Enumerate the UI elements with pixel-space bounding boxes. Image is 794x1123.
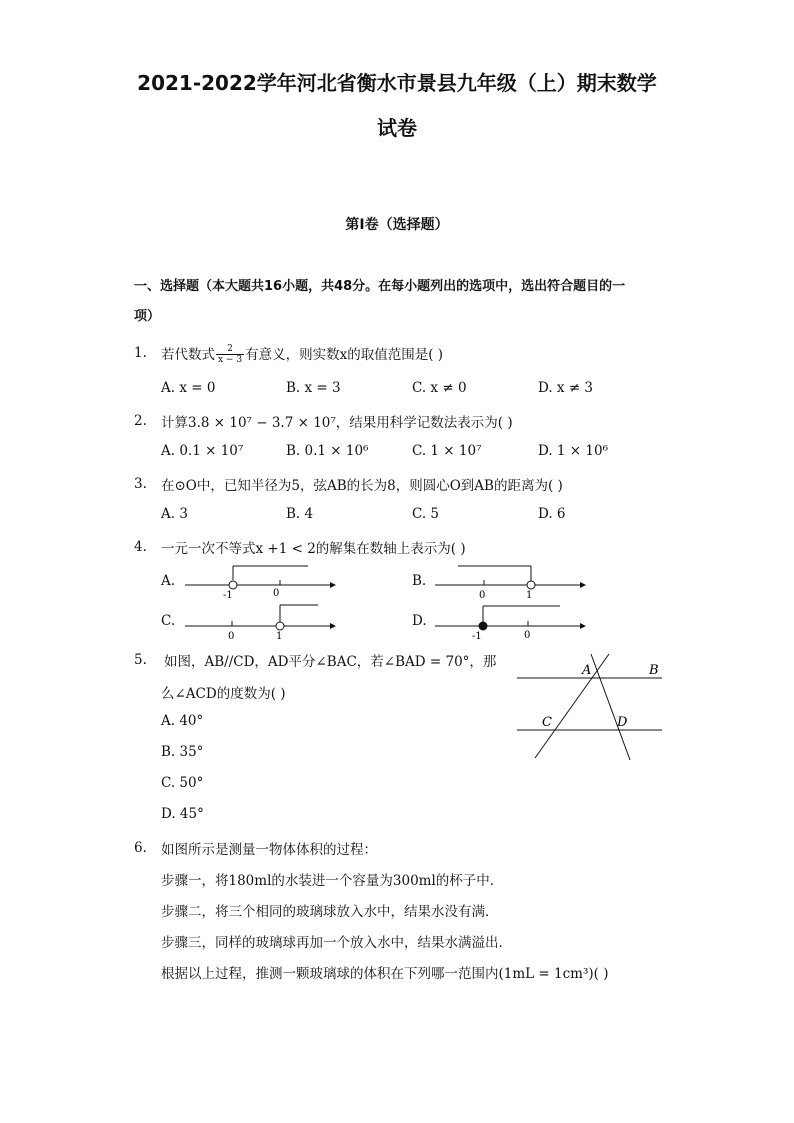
option-d[interactable]: D. 1 × 10⁶ — [538, 443, 608, 459]
question-number: 1. — [134, 345, 147, 361]
part-title: 第Ⅰ卷（选择题） — [345, 217, 449, 233]
number-line-b — [430, 560, 595, 602]
label-b: B — [649, 663, 659, 678]
fraction-numerator: 2 — [216, 344, 244, 355]
stem-post: 有意义，则实数x的取值范围是( ) — [245, 347, 444, 363]
option-a[interactable]: A. 0.1 × 10⁷ — [161, 443, 244, 459]
question-stem-line1: 如图，AB//CD，AD平分∠BAC，若∠BAD = 70°，那 — [164, 654, 497, 670]
option-b[interactable]: B. 35° — [161, 744, 204, 760]
open-dot — [229, 581, 237, 589]
fraction-denominator: x − 3 — [218, 355, 243, 365]
question-stem-line2: 么∠ACD的度数为( ) — [161, 686, 286, 702]
option-b[interactable]: B. 0.1 × 10⁶ — [286, 443, 369, 459]
number-line-a — [180, 560, 340, 602]
tick-label-neg1: -1 — [223, 590, 233, 601]
question-number: 3. — [134, 476, 147, 492]
step-conclusion: 根据以上过程，推测一颗玻璃球的体积在下列哪一范围内(1mL = 1cm³)( ) — [161, 966, 609, 982]
option-c[interactable]: C. — [161, 613, 176, 629]
option-a[interactable]: A. 40° — [161, 713, 204, 729]
question-stem: 计算3.8 × 10⁷ − 3.7 × 10⁷，结果用科学记数法表示为( ) — [161, 415, 513, 431]
line-ac — [535, 654, 609, 758]
question-stem: 一元一次不等式x +1 < 2的解集在数轴上表示为( ) — [161, 541, 466, 557]
doc-title-line2: 试卷 — [377, 116, 417, 140]
tick-label-neg1: -1 — [472, 631, 482, 642]
axis-arrow — [580, 623, 586, 629]
option-d[interactable]: D. 6 — [538, 506, 566, 522]
tick-label-0: 0 — [479, 590, 486, 601]
question-stem — [161, 343, 443, 366]
question-stem: 在⊙O中，已知半径为5，弦AB的长为8，则圆心O到AB的距离为( ) — [161, 478, 563, 494]
parallel-lines-figure — [512, 650, 672, 765]
tick-label-0: 0 — [524, 630, 531, 641]
question-number: 6. — [134, 840, 147, 856]
section-header-line2: 项） — [134, 309, 161, 324]
option-d[interactable]: D. x ≠ 3 — [538, 380, 594, 396]
stem-pre: 若代数式 — [161, 347, 215, 363]
axis-arrow — [330, 582, 336, 588]
label-a: A — [582, 663, 592, 678]
question-number: 4. — [134, 539, 147, 555]
doc-title-line1: 2021-2022学年河北省衡水市景县九年级（上）期末数学 — [137, 71, 657, 95]
option-c[interactable]: C. 5 — [412, 506, 440, 522]
label-d: D — [617, 715, 628, 730]
open-dot — [527, 581, 535, 589]
tick-label-1: 1 — [526, 590, 533, 601]
tick-label-0: 0 — [228, 631, 235, 642]
step-2: 步骤二，将三个相同的玻璃球放入水中，结果水没有满． — [161, 904, 499, 920]
tick-label-1: 1 — [276, 631, 283, 642]
axis-arrow — [580, 582, 586, 588]
option-d[interactable]: D. — [412, 613, 427, 629]
option-c[interactable]: C. x ≠ 0 — [412, 380, 467, 396]
question-stem: 如图所示是测量一物体体积的过程： — [161, 842, 377, 858]
option-b[interactable]: B. — [412, 573, 427, 589]
number-line-d — [430, 600, 595, 642]
number-line-c — [180, 600, 340, 642]
option-c[interactable]: C. 50° — [161, 775, 204, 791]
fraction — [216, 344, 244, 365]
tick-label-0: 0 — [273, 588, 280, 599]
option-a[interactable]: A. — [161, 573, 176, 589]
option-a[interactable]: A. x = 0 — [161, 380, 216, 396]
option-c[interactable]: C. 1 × 10⁷ — [412, 443, 482, 459]
step-1: 步骤一，将180ml的水装进一个容量为300ml的杯子中． — [161, 873, 504, 889]
step-3: 步骤三，同样的玻璃球再加一个放入水中，结果水满溢出． — [161, 935, 512, 951]
section-header-line1: 一、选择题（本大题共16小题，共48分。在每小题列出的选项中，选出符合题目的一 — [134, 279, 626, 294]
option-b[interactable]: B. x = 3 — [286, 380, 341, 396]
axis-arrow — [330, 623, 336, 629]
question-number: 5. — [134, 652, 147, 668]
open-dot — [276, 622, 284, 630]
question-number: 2. — [134, 413, 147, 429]
option-a[interactable]: A. 3 — [161, 506, 188, 522]
option-b[interactable]: B. 4 — [286, 506, 314, 522]
label-c: C — [542, 715, 552, 730]
closed-dot — [479, 622, 487, 630]
option-d[interactable]: D. 45° — [161, 806, 204, 822]
line-ad — [591, 654, 630, 760]
